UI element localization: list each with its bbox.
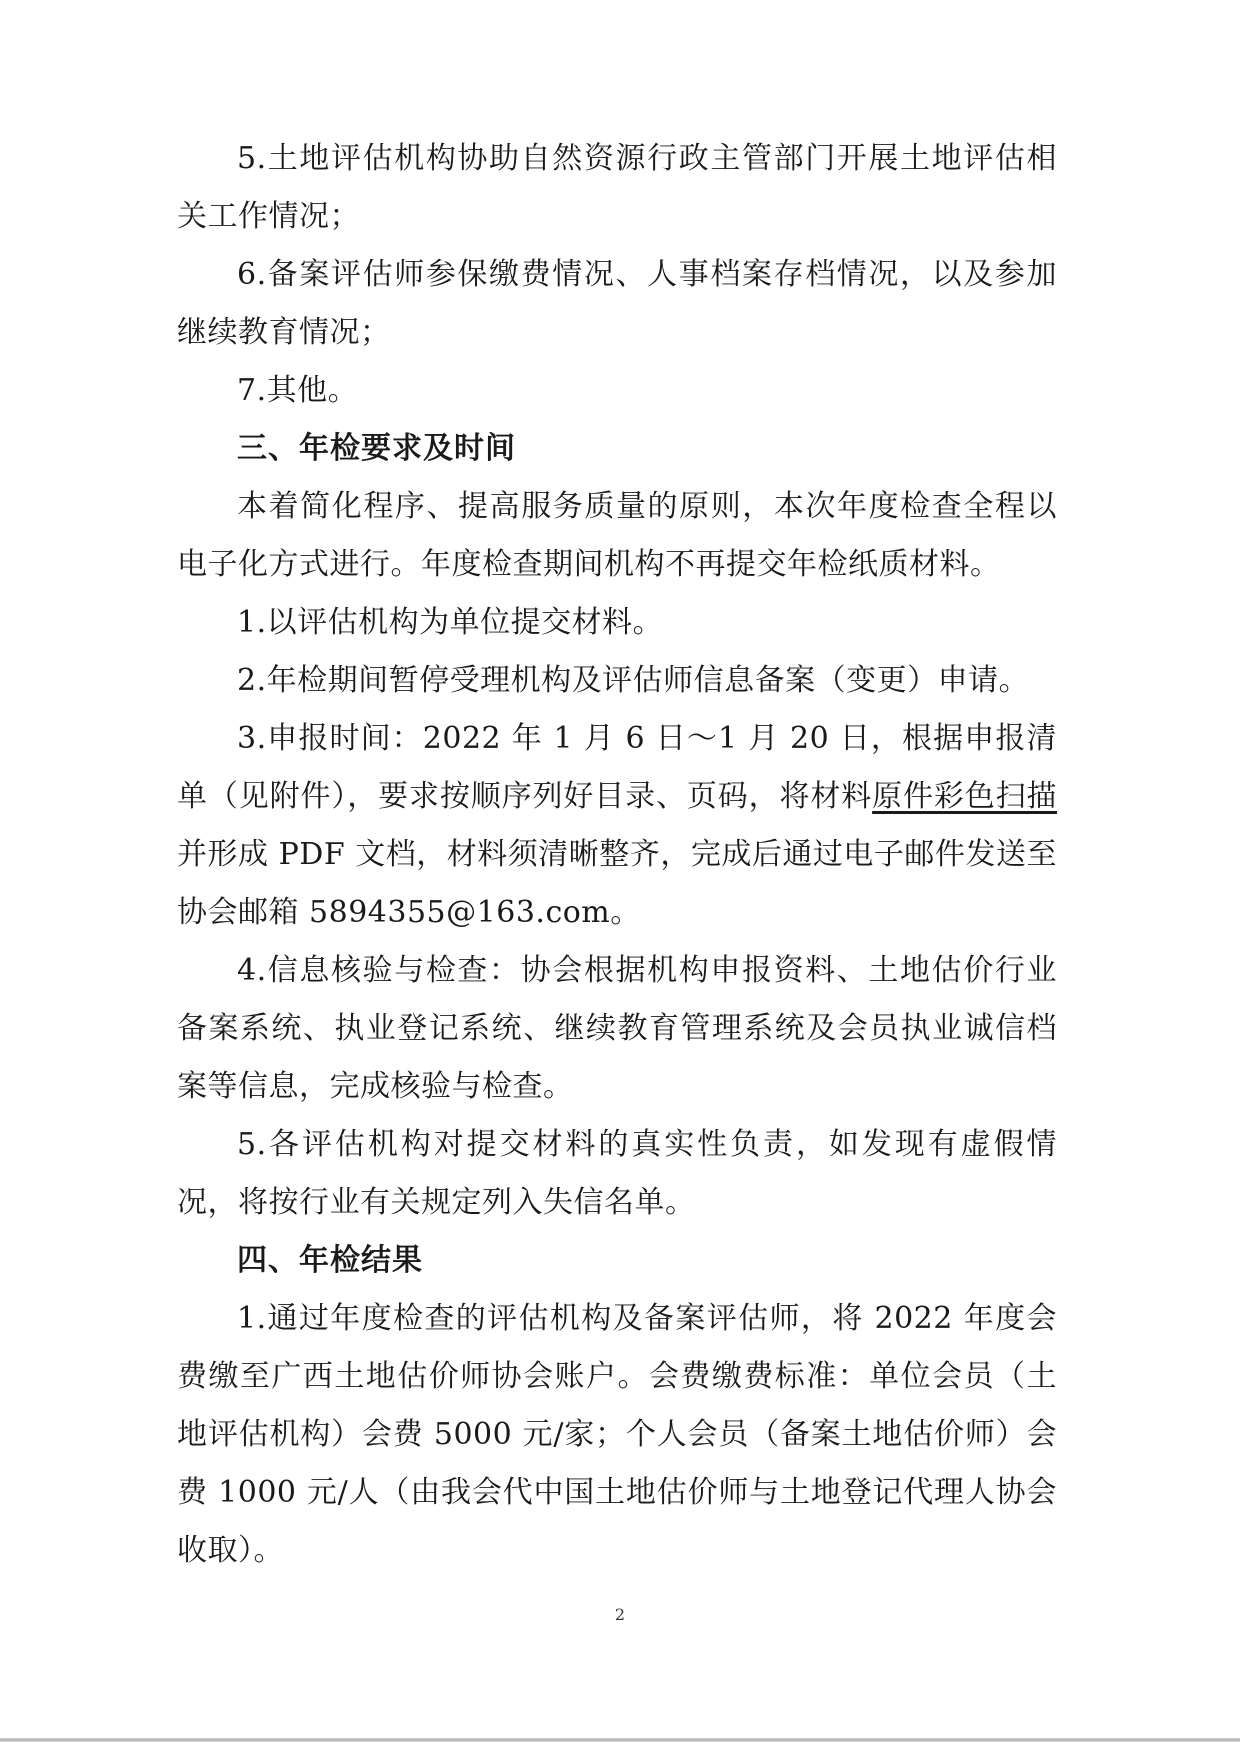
paragraph-item-6: 6.备案评估师参保缴费情况、人事档案存档情况，以及参加继续教育情况； xyxy=(177,257,1057,350)
paragraph-item-7: 7.其他。 xyxy=(237,373,359,408)
section-3-item-5: 5.各评估机构对提交材料的真实性负责，如发现有虚假情况，将按行业有关规定列入失信名单。 xyxy=(177,1127,1057,1220)
section-4-heading: 四、年检结果 xyxy=(237,1243,423,1278)
page-number: 2 xyxy=(614,1605,626,1624)
document-body xyxy=(177,130,1057,1580)
section-3-item-3 xyxy=(177,710,1057,942)
item-3-text-before: 3.申报时间：2022 年 1 月 6 日～1 月 20 日，根据申报清单（见附件），要求按顺序列好目录、页码，将材料 xyxy=(177,721,1057,814)
item-3-underlined-text: 原件彩色扫描 xyxy=(872,779,1057,814)
section-3-intro: 本着简化程序、提高服务质量的原则，本次年度检查全程以电子化方式进行。年度检查期间机构不再提交年检纸质材料。 xyxy=(177,489,1057,582)
scan-edge-divider xyxy=(0,1738,1240,1742)
section-4-item-1: 1.通过年度检查的评估机构及备案评估师，将 2022 年度会费缴至广西土地估价师协会账户。会费缴费标准：单位会员（土地评估机构）会费 5000 元/家；个人会员（备案土地估价师）会费 1000 元/人（由我会代中国土地估价师与土地登记代理人协会收取）。 xyxy=(177,1301,1057,1568)
section-3-item-4: 4.信息核验与检查：协会根据机构申报资料、土地估价行业备案系统、执业登记系统、继续教育管理系统及会员执业诚信档案等信息，完成核验与检查。 xyxy=(177,953,1057,1104)
section-3-item-2: 2.年检期间暂停受理机构及评估师信息备案（变更）申请。 xyxy=(237,663,1030,698)
item-3-text-after: 并形成 PDF 文档，材料须清晰整齐，完成后通过电子邮件发送至协会邮箱 5894355@163.com。 xyxy=(177,837,1057,930)
paragraph-item-5: 5.土地评估机构协助自然资源行政主管部门开展土地评估相关工作情况； xyxy=(177,141,1057,234)
section-3-heading: 三、年检要求及时间 xyxy=(237,431,516,466)
section-3-item-1: 1.以评估机构为单位提交材料。 xyxy=(237,605,664,640)
